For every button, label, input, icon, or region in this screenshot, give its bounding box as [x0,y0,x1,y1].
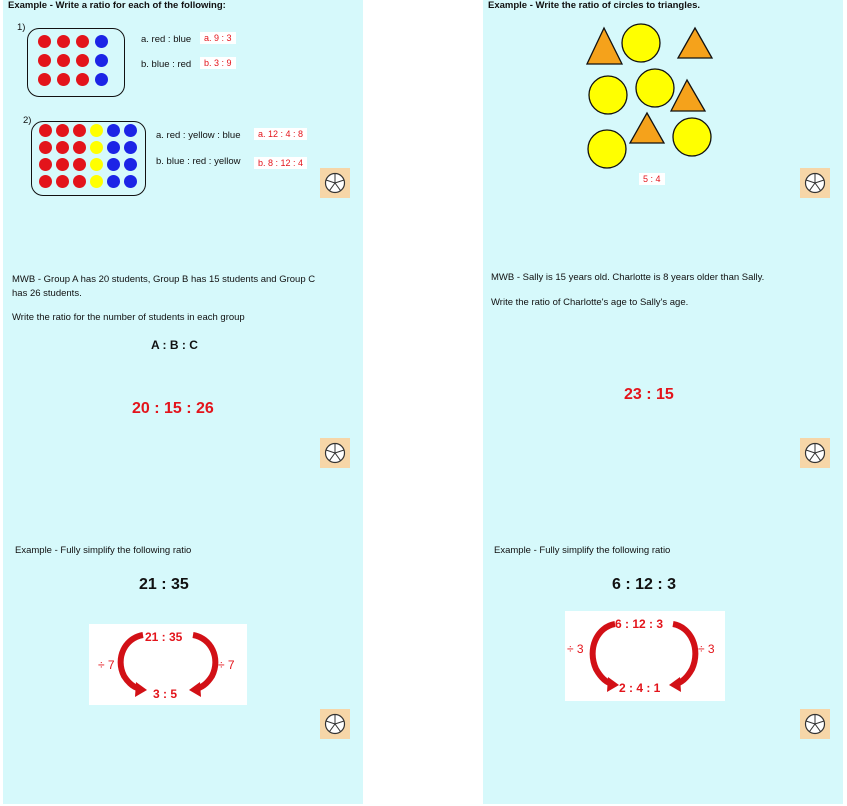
shapes-figure [583,22,718,172]
q1-part-b-answer: b. 3 : 9 [200,57,236,69]
divide-left: ÷ 3 [567,642,584,656]
counter-blue [124,141,137,154]
counter-red [73,175,86,188]
counter-red [57,73,70,86]
simplify-box [89,624,247,705]
counter-red [76,73,89,86]
triangle [671,80,705,111]
spinner-wheel-icon[interactable] [320,709,350,739]
slide-circles-triangles [483,0,843,268]
counter-blue [124,175,137,188]
spinner-wheel-icon[interactable] [800,709,830,739]
counter-red [38,54,51,67]
simplify-box [565,611,725,701]
slide-title: Example - Write the ratio of circles to triangles. [488,0,701,11]
answer: 5 : 4 [639,173,665,185]
instruction: Write the ratio of Charlotte's age to Sally's age. [491,297,689,308]
ratio-result: 3 : 5 [153,687,178,701]
q1-part-a-label: a. red : blue [141,34,192,45]
question-text-line-2: has 26 students. [12,288,82,299]
circle [589,76,627,114]
counter-red [39,158,52,171]
counter-blue [95,73,108,86]
counter-red [38,35,51,48]
q2-part-b-answer: b. 8 : 12 : 4 [254,157,307,169]
ratio-label: A : B : C [151,338,198,352]
counter-blue [124,124,137,137]
slide-title: Example - Fully simplify the following ratio [15,545,192,556]
counter-blue [124,158,137,171]
spinner-wheel-icon[interactable] [320,438,350,468]
counter-red [76,35,89,48]
counter-blue [95,54,108,67]
circle [673,118,711,156]
question-text: MWB - Sally is 15 years old. Charlotte is 8 years older than Sally. [491,272,765,283]
circle [622,24,660,62]
slide-title: Example - Write a ratio for each of the following: [8,0,226,11]
counter-red [57,54,70,67]
spinner-wheel-icon[interactable] [800,168,830,198]
counter-blue [95,35,108,48]
spinner-wheel-icon[interactable] [320,168,350,198]
ratio-to-simplify: 21 : 35 [139,576,189,593]
answer: 23 : 15 [624,386,674,403]
q2-part-a-answer: a. 12 : 4 : 8 [254,128,307,140]
circle [636,69,674,107]
counter-blue [107,158,120,171]
counter-yellow [90,158,103,171]
counter-red [56,124,69,137]
q2-part-a-label: a. red : yellow : blue [156,130,241,141]
question-number: 1) [17,22,26,33]
q1-part-a-answer: a. 9 : 3 [200,32,236,44]
counter-blue [107,141,120,154]
counter-yellow [90,124,103,137]
question-text-line-1: MWB - Group A has 20 students, Group B has 15 students and Group C [12,274,316,285]
q2-part-b-label: b. blue : red : yellow [156,156,241,167]
divide-left: ÷ 7 [98,658,115,672]
triangle [678,28,712,58]
ratio-to-simplify: 6 : 12 : 3 [612,576,677,593]
counter-red [39,175,52,188]
triangle [630,113,664,143]
slide-simplify-21-35 [3,536,363,804]
counter-red [39,124,52,137]
counter-red [73,124,86,137]
counter-blue [107,175,120,188]
counter-yellow [90,175,103,188]
slide-ages [483,268,843,536]
counter-red [56,141,69,154]
counter-red [76,54,89,67]
counter-red [56,158,69,171]
q1-part-b-label: b. blue : red [141,59,192,70]
divide-right: ÷ 7 [218,658,235,672]
ratio-top: 6 : 12 : 3 [615,617,664,631]
question-number: 2) [23,115,32,126]
counter-yellow [90,141,103,154]
counter-red [57,35,70,48]
spinner-wheel-icon[interactable] [800,438,830,468]
slide-group-students [3,268,363,536]
instruction: Write the ratio for the number of students in each group [12,312,245,323]
triangle [587,28,622,64]
counter-red [38,73,51,86]
counter-red [56,175,69,188]
divide-right: ÷ 3 [698,642,715,656]
counter-red [73,158,86,171]
circle [588,130,626,168]
counter-blue [107,124,120,137]
counter-red [73,141,86,154]
slide-ratio-counters [3,0,363,268]
counter-red [39,141,52,154]
slide-title: Example - Fully simplify the following ratio [494,545,671,556]
slide-simplify-6-12-3 [483,536,843,804]
ratio-result: 2 : 4 : 1 [619,681,661,695]
answer: 20 : 15 : 26 [132,400,214,417]
ratio-top: 21 : 35 [145,630,183,644]
